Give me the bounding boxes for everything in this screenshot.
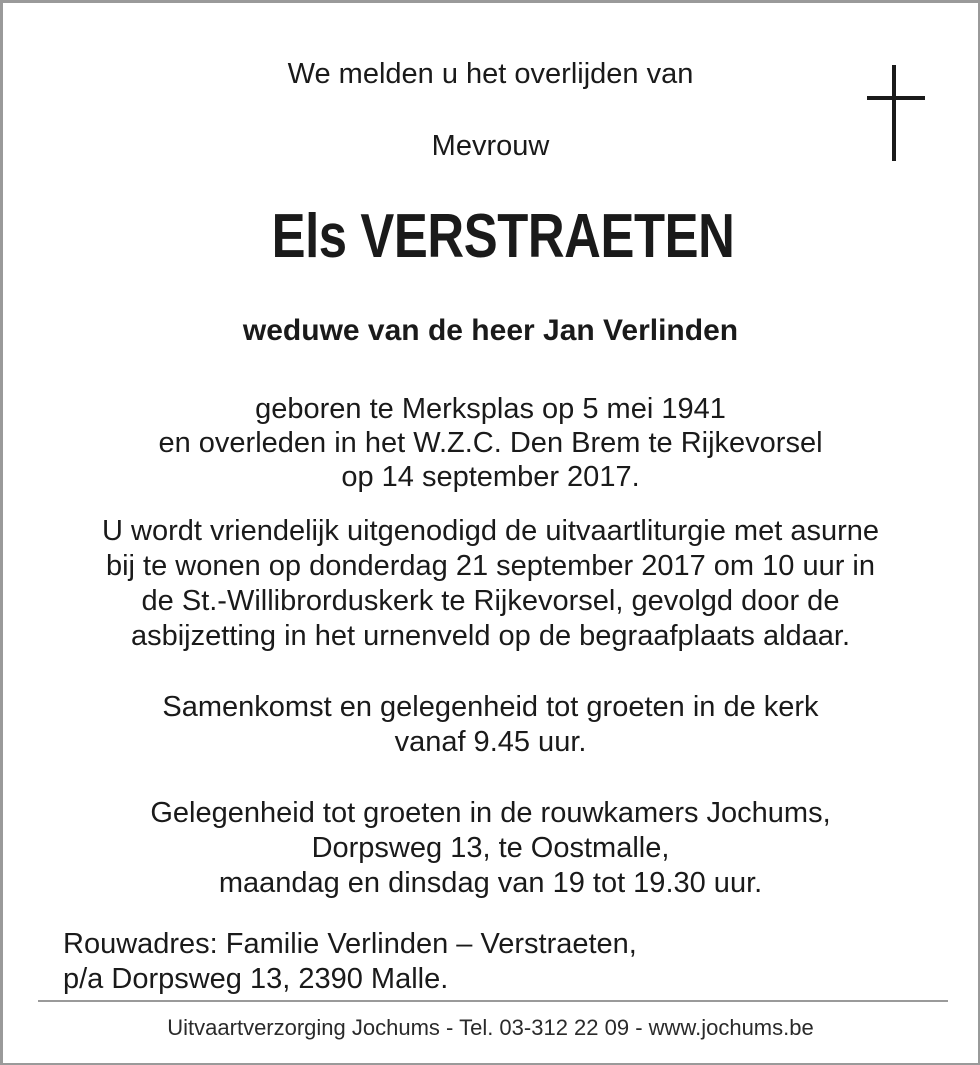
viewing-line-2: Dorpsweg 13, te Oostmalle, [311,832,670,864]
gathering-line-1: Samenkomst en gelegenheid tot groeten in de kerk [162,691,819,723]
deceased-name: Els VERSTRAETEN [271,202,735,271]
funeral-line-1: U wordt vriendelijk uitgenodigd de uitvaartliturgie met asurne [102,515,879,547]
honorific: Mevrouw [431,130,550,162]
viewing-line-3: maandag en dinsdag van 19 tot 19.30 uur. [218,867,763,899]
death-date-line: op 14 september 2017. [341,461,640,493]
gathering-line-2: vanaf 9.45 uur. [394,726,587,758]
mourning-address-line-1: Rouwadres: Familie Verlinden – Verstraeten, [63,928,637,960]
footer-divider [38,1000,948,1002]
intro-text: We melden u het overlijden van [287,58,694,90]
funeral-line-4: asbijzetting in het urnenveld op de begraafplaats aldaar. [130,620,851,652]
widow-of-line: weduwe van de heer Jan Verlinden [242,314,739,347]
footer-funeral-home: Uitvaartverzorging Jochums - Tel. 03-312 22 09 - www.jochums.be [167,1015,814,1040]
birth-line: geboren te Merksplas op 5 mei 1941 [255,393,726,425]
mourning-address-line-2: p/a Dorpsweg 13, 2390 Malle. [63,963,449,995]
funeral-line-2: bij te wonen op donderdag 21 september 2017 om 10 uur in [105,550,876,582]
funeral-line-3: de St.-Willibrorduskerk te Rijkevorsel, gevolgd door de [141,585,840,617]
death-place-line: en overleden in het W.Z.C. Den Brem te Rijkevorsel [158,427,823,459]
cross-horizontal-bar [867,96,925,100]
viewing-line-1: Gelegenheid tot groeten in de rouwkamers Jochums, [150,797,831,829]
